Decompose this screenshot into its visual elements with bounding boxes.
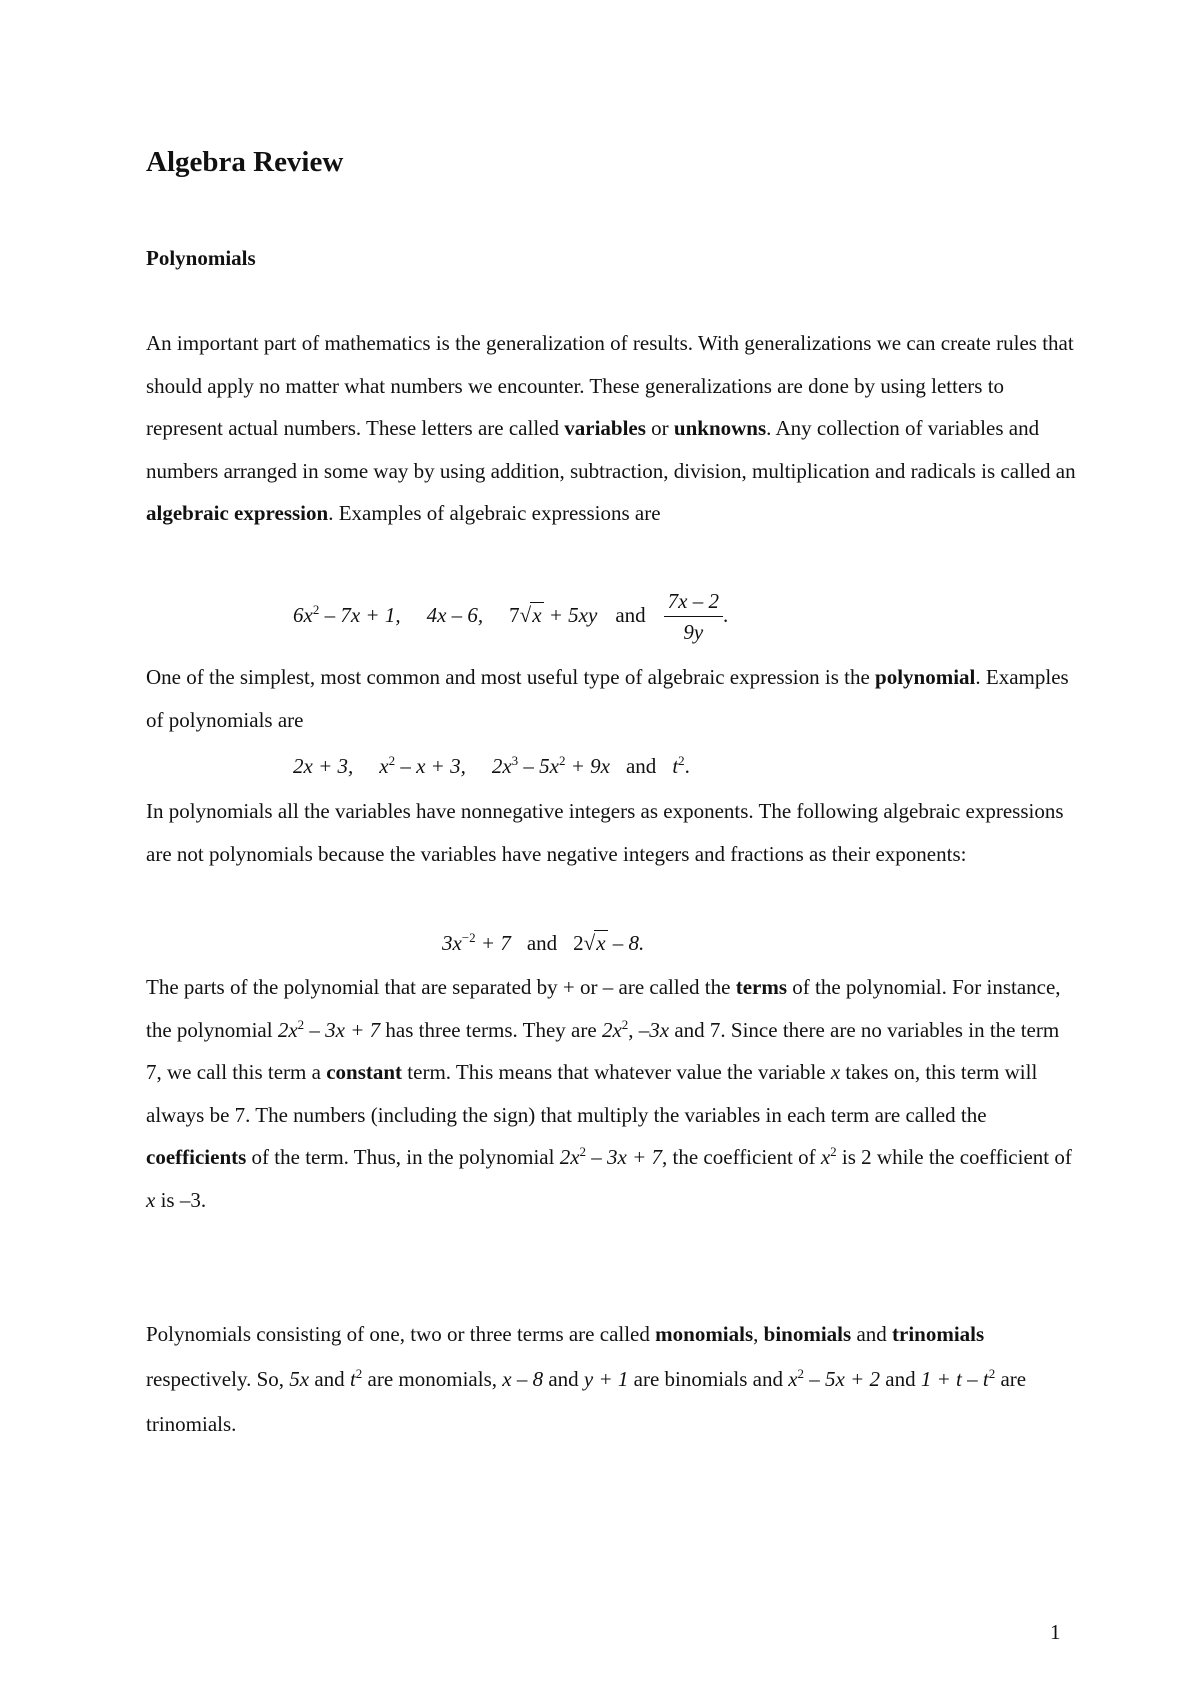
radical-sign: √ [519,602,532,627]
radical-sign: √ [583,931,596,955]
page-number: 1 [1050,1620,1061,1644]
paragraph-terms-coefficients: The parts of the polynomial that are separated by + or – are called the terms of the polynomial. For instance, the polynomial $2x^2 - 3x + 7$ has three terms. They are $2x^2$, –3x and 7. Since there are no variables in the term 7, we call this term a constant term. This means that whatever value the variable x takes on, this term will always be 7. The numbers (including the sign) that multiply the variables in each term are called the coefficients of the term. Thus, in the polynomial $2x^2 - 3x + 7$, the coefficient of $x^2$ is 2 while the coefficient of x is –3. [146,975,1072,1212]
section-heading: Polynomials [146,246,256,270]
equation-polynomial-examples: 2x + 3, $x^2 - x + 3$, $2x^3 - 5x^2 + 9x$ and $t^2$. [293,753,690,778]
fraction: $\frac{7x - 2}{9y}$ [664,586,723,648]
term-binomials: binomials [763,1322,852,1346]
term-unknowns: unknowns [673,416,767,440]
term-terms: terms [735,975,788,999]
text: or [645,416,674,440]
paragraph-intro [146,322,1076,535]
term-algebraic-expression: algebraic expression [146,501,329,525]
equation-algebraic-examples: $6x^2 - 7x + 1$, 4x – 6, 7√x + 5xy and $\frac{7x - 2}{9y}$ . [293,586,728,648]
paragraph-nonpolynomials: In polynomials all the variables have nonnegative integers as exponents. The following algebraic expressions are not polynomials because the variables have negative integers and fractions as their exponents: [146,799,1064,866]
text: . Examples of algebraic expressions are [328,501,661,525]
term-monomials: monomials [655,1322,754,1346]
text: . Any collection of variables and numbers arranged in some way by using addition, subtraction, division, multiplication and radicals is called an [146,416,1076,483]
text: An important part of mathematics is the generalization of results. With generalizations we can create rules that should apply no matter what numbers we encounter. These generalizations are done by using letters to represent actual numbers. These letters are called [146,331,1074,440]
term-variables: variables [564,416,646,440]
document-title: Algebra Review [146,146,344,178]
term-coefficients: coefficients [146,1145,247,1169]
term-trinomials: trinomials [892,1322,985,1346]
term-polynomial: polynomial [875,665,976,689]
paragraph-polynomial-intro: One of the simplest, most common and most useful type of algebraic expression is the polynomial. Examples of polynomials are [146,665,1069,732]
paragraph-monomials: Polynomials consisting of one, two or three terms are called monomials, binomials and trinomials respectively. So, 5x and $t^2$ are monomials, x – 8 and y + 1 are binomials and $x^2 - 5x + 2$ and $1 + t - t^2$ are trinomials. [146,1322,1027,1436]
equation-nonpolynomial-examples: $3x^{-2} + 7$ and 2√x – 8. [442,930,645,955]
term-constant: constant [326,1060,403,1084]
